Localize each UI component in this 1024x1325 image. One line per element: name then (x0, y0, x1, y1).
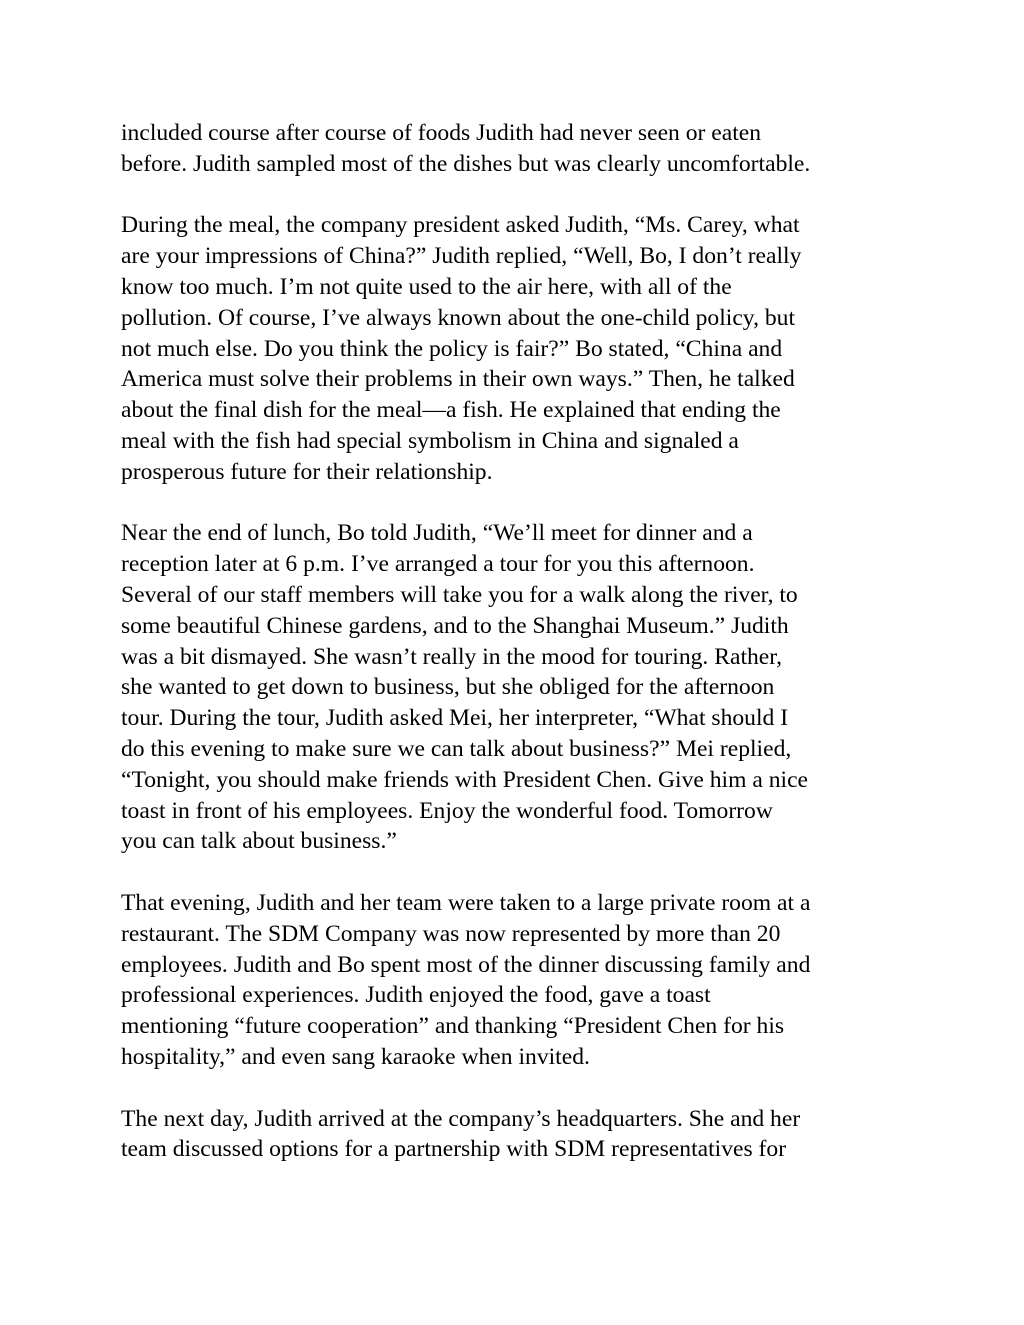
text-line: hospitality,” and even sang karaoke when invited. (121, 1043, 590, 1070)
text-line: do this evening to make sure we can talk about business?” Mei replied, (121, 735, 792, 762)
text-line: toast in front of his employees. Enjoy the wonderful food. Tomorrow (121, 797, 773, 824)
text-line: reception later at 6 p.m. I’ve arranged a tour for you this afternoon. (121, 551, 755, 578)
text-line: “Tonight, you should make friends with President Chen. Give him a nice (121, 766, 809, 793)
text-line: was a bit dismayed. She wasn’t really in the mood for touring. Rather, (121, 643, 783, 670)
text-line: pollution. Of course, I’ve always known about the one-child policy, but (121, 304, 796, 331)
text-line: not much else. Do you think the policy is fair?” Bo stated, “China and (121, 335, 783, 362)
paragraph-2 (121, 210, 921, 487)
text-line: employees. Judith and Bo spent most of the dinner discussing family and (121, 951, 811, 978)
body-text (121, 118, 921, 1196)
text-line: prosperous future for their relationship. (121, 458, 493, 485)
paragraph-3 (121, 518, 921, 857)
text-line: some beautiful Chinese gardens, and to the Shanghai Museum.” Judith (121, 612, 789, 639)
text-line: Several of our staff members will take you for a walk along the river, to (121, 581, 798, 608)
text-line: That evening, Judith and her team were taken to a large private room at a (121, 889, 811, 916)
text-line: restaurant. The SDM Company was now represented by more than 20 (121, 920, 781, 947)
text-line: professional experiences. Judith enjoyed the food, gave a toast (121, 982, 711, 1009)
text-line: included course after course of foods Judith had never seen or eaten (121, 120, 762, 146)
text-line: During the meal, the company president asked Judith, “Ms. Carey, what (121, 212, 800, 239)
text-line: before. Judith sampled most of the dishes but was clearly uncomfortable. (121, 150, 811, 177)
text-line: The next day, Judith arrived at the company’s headquarters. She and her (121, 1105, 801, 1132)
text-line: team discussed options for a partnership with SDM representatives for (121, 1136, 787, 1163)
text-line: mentioning “future cooperation” and thanking “President Chen for his (121, 1013, 785, 1040)
text-line: are your impressions of China?” Judith replied, “Well, Bo, I don’t really (121, 243, 802, 270)
text-line: know too much. I’m not quite used to the air here, with all of the (121, 273, 732, 300)
paragraph-1 (121, 118, 921, 180)
text-line: she wanted to get down to business, but she obliged for the afternoon (121, 674, 775, 701)
text-line: about the final dish for the meal—a fish. He explained that ending the (121, 397, 781, 424)
text-line: you can talk about business.” (121, 828, 397, 855)
text-line: meal with the fish had special symbolism in China and signaled a (121, 427, 739, 454)
paragraph-4 (121, 888, 921, 1073)
text-line: America must solve their problems in their own ways.” Then, he talked (121, 366, 795, 393)
paragraph-5 (121, 1104, 921, 1166)
text-line: Near the end of lunch, Bo told Judith, “We’ll meet for dinner and a (121, 520, 753, 547)
text-line: tour. During the tour, Judith asked Mei, her interpreter, “What should I (121, 705, 789, 732)
